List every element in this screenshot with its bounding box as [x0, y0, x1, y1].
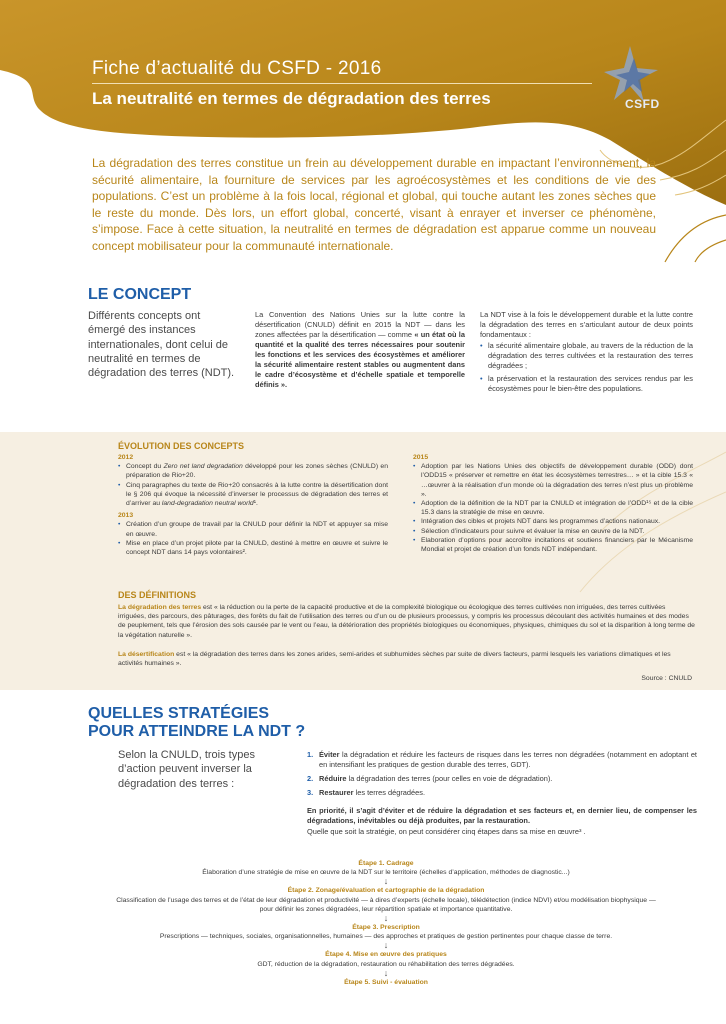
- action-item: [307, 788, 697, 798]
- evolution-item: • Adoption de la définition de la NDT par la CNULD et intégration de l’ODD¹⁵ et de la cible 15.3 dans la stratégie de mise en œuvre.: [413, 499, 693, 517]
- concept-goal-item: • la sécurité alimentaire globale, au travers de la réduction de la dégradation des terres cultivées et la restauration des terres dégradées ;: [480, 341, 693, 371]
- definition-desertification: [118, 650, 695, 668]
- concept-goals: [480, 310, 693, 394]
- action-text: les terres dégradées.: [353, 788, 425, 797]
- action-verb: Éviter: [319, 750, 340, 759]
- concept-heading: LE CONCEPT: [88, 286, 192, 303]
- action-verb: Réduire: [319, 774, 347, 783]
- arrow-down-icon: ↓: [383, 913, 389, 924]
- concept-definition: [255, 310, 465, 390]
- year-label: 2013: [118, 512, 134, 520]
- evolution-left-column: [118, 453, 388, 557]
- strategies-lead: Selon la CNULD, trois types d’action peuvent inverser la dégradation des terres :: [118, 749, 255, 790]
- year-label: 2012: [118, 454, 134, 461]
- definition-term: La désertification: [118, 651, 175, 658]
- concept-definition-text: La Convention des Nations Unies sur la lutte contre la désertification (CNULD) définit en 2015 la NDT — dans les zones affectées par la désertification — comme: [255, 310, 465, 339]
- intro-paragraph: La dégradation des terres constitue un frein au développement durable en impactant l’environnement, la sécurité alimentaire, la fourniture de services par les agroécosystèmes et les conditions de vie des populations. C’est un problème à la fois local, régional et global, qui touche autant les zones sèches que le reste du monde. Dès lors, un effort global, concerté, visant à enrayer et inverser ce phénomène, s’impose. Face à cette situation, la neutralité en termes de dégradation est apparue comme un nouveau concept mobilisateur pour la communauté internationale.: [92, 156, 656, 253]
- step-desc: Élaboration d’une stratégie de mise en œuvre de la NDT sur le territoire (échelles d’application, méthodes de diagnostic...): [202, 869, 570, 877]
- evolution-item: • Adoption par les Nations Unies des objectifs de développement durable (ODD) dont l’ODD15 « préserver et remettre en état les écosystèmes terrestres… » et la cible 15.3 « …œuvrer à la réalisation d’un monde où la dégradation des terres n’est plus un problème ».: [413, 462, 693, 499]
- step-title: Étape 2. Zonage/évaluation et cartographie de la dégradation: [287, 887, 485, 895]
- evolution-item: • Intégration des cibles et projets NDT dans les programmes d’actions nationaux.: [413, 517, 693, 526]
- step-title: Étape 5. Suivi - évaluation: [344, 978, 428, 986]
- action-item: [307, 750, 697, 770]
- evolution-item: • Sélection d’indicateurs pour suivre et évaluer la mise en œuvre de la NDT.: [413, 527, 693, 536]
- action-item: [307, 774, 697, 784]
- evolution-item: • Mise en place d’un projet pilote par la CNULD, destiné à mettre en œuvre et suivre le concept NDT dans 14 pays volontaires².: [118, 539, 388, 557]
- priority-statement: En priorité, il s’agit d’éviter et de réduire la dégradation et ses facteurs et, en dernier lieu, de compenser les dégradations, inévitables ou déjà produites, par la restauration.: [307, 806, 697, 825]
- logo-text: CSFD: [625, 97, 660, 111]
- definition-text: est « la dégradation des terres dans les zones arides, semi-arides et subhumides sèches par suite de divers facteurs, parmi lesquels les variations climatiques et les activités humaines ».: [118, 651, 671, 668]
- action-number: 3.: [307, 788, 314, 797]
- step-desc: Classification de l’usage des terres et de l’état de leur dégradation et productivité — à dires d’experts (échelle locale), télédétection (indice NDVI) et/ou modélisation biophysique — pour définir les zones dégradées, leur répartition spatiale et importance quantitative.: [116, 896, 656, 913]
- strategies-heading-line1: QUELLES STRATÉGIES: [88, 705, 270, 722]
- year-label: 2015: [413, 454, 429, 461]
- arrow-down-icon: ↓: [383, 940, 389, 951]
- step-title: Étape 4. Mise en œuvre des pratiques: [325, 951, 447, 959]
- action-number: 1.: [307, 750, 314, 759]
- definition-term: La dégradation des terres: [118, 604, 202, 611]
- step-desc: GDT, réduction de la dégradation, restauration ou réhabilitation des terres dégradées.: [257, 960, 515, 968]
- action-verb: Restaurer: [319, 788, 354, 797]
- concept-goal-item: • la préservation et la restauration des services rendus par les écosystèmes pour le bien-être des populations.: [480, 374, 693, 394]
- definition-degradation: [118, 603, 695, 640]
- actions-list: [307, 750, 697, 837]
- concept-lead: Différents concepts ont émergé des instances internationales, dont celui de neutralité en termes de dégradation des terres (NDT).: [88, 310, 235, 380]
- evolution-right-column: [413, 453, 693, 554]
- step-title: Étape 1. Cadrage: [358, 860, 414, 867]
- evolution-item: • Création d’un groupe de travail par la CNULD pour définir la NDT et appuyer sa mise en œuvre.: [118, 520, 388, 538]
- step-desc: Prescriptions — techniques, sociales, organisationnelles, humaines — des approches et pratiques de gestion pertinentes pour chaque classe de terre.: [159, 933, 613, 941]
- definition-text: est « la réduction ou la perte de la capacité productive et de la complexité biologique ou écologique des terres cultivées non irriguées, des terres cultivées irriguées, des parcours, des pâturages, des forêts du fait de l’utilisation des terres ou d’un ou de plusieurs processus, y compris les processus découlant des activités humaines et des modes de peuplement, tels que l’érosion des sols causée par le vent ou l’eau, la détérioration des propriétés biologiques ou économiques, physiques, chimiques du sol et la disparition à long terme de la végétation naturelle ».: [118, 604, 695, 639]
- source-note: Source : CNULD: [641, 675, 692, 682]
- concept-definition-quote: « un état où la quantité et la qualité des terres nécessaires pour soutenir les fonctions et les services des écosystèmes et améliorer la sécurité alimentaire restent stables ou augmentent dans le cadre d’écosystème et d’échelle spatiale et temporelle définis ».: [255, 330, 465, 389]
- action-number: 2.: [307, 774, 314, 783]
- action-text: la dégradation et réduire les facteurs de risques dans les terres non dégradées (notamment en adoptant et en intensifiant les pratiques de gestion durable des terres, GDT).: [319, 750, 697, 769]
- step-title: Étape 3. Prescription: [352, 924, 420, 932]
- arrow-down-icon: ↓: [383, 967, 389, 978]
- header-kicker: Fiche d’actualité du CSFD - 2016: [92, 58, 382, 79]
- evolution-item: • Cinq paragraphes du texte de Rio+20 consacrés à la lutte contre la désertification dont le § 206 qui évoque la nécessité d’inverser le processus de dégradation des terres et d’arriver au land-degradation neutral world¹.: [118, 481, 388, 509]
- evolution-item: • Concept du Zero net land degradation développé pour les zones sèches (CNULD) en préparation de Rio+20.: [118, 462, 388, 480]
- priority-note: Quelle que soit la stratégie, on peut considérer cinq étapes dans sa mise en œuvre³ .: [307, 827, 586, 836]
- page-title: La neutralité en termes de dégradation des terres: [92, 89, 491, 108]
- arrow-down-icon: ↓: [383, 876, 389, 887]
- header-rule: [92, 83, 592, 84]
- evolution-title: ÉVOLUTION DES CONCEPTS: [118, 441, 245, 451]
- strategies-heading-line2: POUR ATTEINDRE LA NDT ?: [88, 723, 306, 740]
- definitions-title: DES DÉFINITIONS: [118, 590, 197, 600]
- action-text: la dégradation des terres (pour celles en voie de dégradation).: [346, 774, 553, 783]
- steps-flow: [112, 859, 660, 987]
- concept-goals-intro: La NDT vise à la fois le développement durable et la lutte contre la dégradation des terres en s’articulant autour de deux points fondamentaux :: [480, 310, 693, 339]
- evolution-item: • Elaboration d’options pour accroître incitations et soutiens financiers par le Mécanisme Mondial et projet de création d’un fonds NDT indépendant.: [413, 536, 693, 554]
